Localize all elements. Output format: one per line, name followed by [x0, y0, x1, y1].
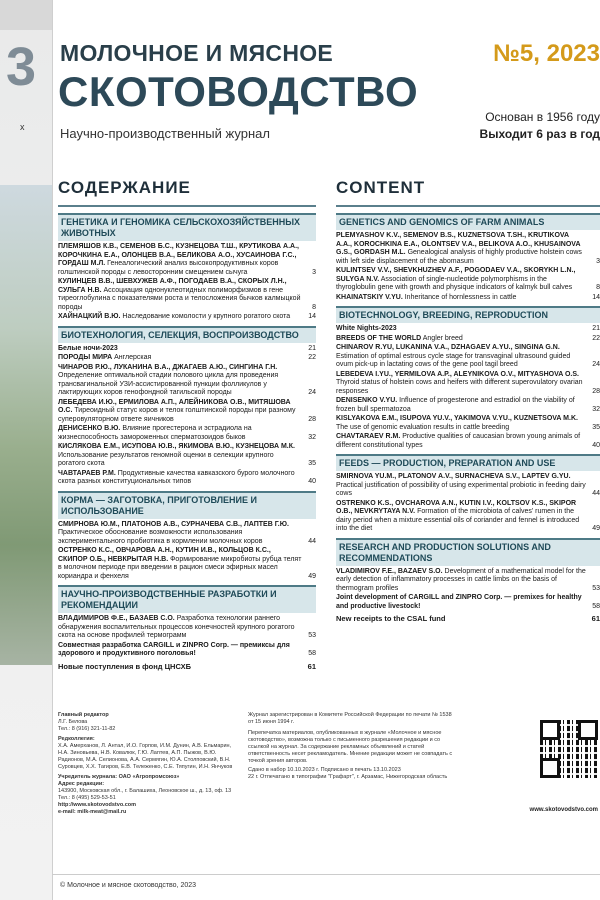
board-label: Редколлегия: — [58, 736, 95, 742]
email-link[interactable]: e-mail: milk-meat@mail.ru — [58, 809, 127, 815]
extra-page: 61 — [307, 661, 316, 671]
toc-entry[interactable] — [336, 371, 600, 397]
entry-authors: VLADIMIROV F.E., BAZAEV S.O. — [336, 567, 443, 575]
entry-page: 14 — [308, 313, 316, 320]
entry-title: Ассоциация однонуклеотидных полиморфизмов в гене тиреоглобулина с показателями роста и телосложения бычков калмыцкой породы — [58, 286, 301, 311]
entry-page: 32 — [308, 433, 316, 441]
entry-authors: ХАЙНАЦКИЙ В.Ю. — [58, 313, 121, 320]
toc-section-heading: RESEARCH AND PRODUCTION SOLUTIONS AND RECOMMENDATIONS — [336, 538, 600, 566]
toc-entry[interactable] — [336, 568, 600, 594]
toc-en-title: CONTENT — [336, 178, 600, 207]
entry-page: 21 — [308, 344, 316, 352]
magazine-spine — [0, 0, 53, 900]
website-link[interactable]: http://www.skotovodstvo.com — [58, 802, 137, 808]
address-label: Адрес редакции: — [58, 781, 105, 787]
entry-title: The use of genomic evaluation results in cattle breeding — [336, 423, 510, 431]
entry-title: Продуктивные качества кавказского бурого молочного скота разных конституциональных типов — [58, 469, 295, 485]
toc-section-heading: БИОТЕХНОЛОГИЯ, СЕЛЕКЦИЯ, ВОСПРОИЗВОДСТВО — [58, 326, 316, 343]
entry-authors: Совместная разработка CARGILL и ZINPRO Corp. — премиксы для здорового и продуктивного поголовья! — [58, 641, 290, 657]
entry-title: Influence of progesterone and estradiol on the viability of frozen bull spermatozoa — [336, 397, 575, 413]
issue-number: №5, 2023 — [493, 40, 600, 67]
toc-entry[interactable] — [336, 415, 600, 432]
founder: Учредитель журнала: ОАО «Агропромсоюз» — [58, 774, 180, 780]
entry-authors: Joint development of CARGILL and ZINPRO Corp. — premixes for healthy and productive livestock! — [336, 594, 582, 610]
entry-page: 3 — [596, 257, 600, 265]
entry-title: Тиреоидный статус коров и телок голштинской породы при разному суперовуляторном ответе яичников — [58, 407, 296, 423]
entry-page: 49 — [592, 525, 600, 532]
reprint-notice: Перепечатка материалов, опубликованных в журнале «Молочное и мясное скотоводство», возможна только с письменного разрешения редакции и со ссылкой на журнал. За содержание рекламных объявлений и статей ответственность несет рекламодатель. Мнение редакции может не совпадать с точкой зрения авторов. — [248, 730, 453, 764]
imprint-editorial — [58, 712, 238, 816]
entry-title: Association of single-nucleotide polymorphisms in the thyroglobulin gene with growth and physique indicators of kalmyk bull calves — [336, 275, 573, 291]
frequency-note: Выходит 6 раз в год — [479, 127, 600, 141]
toc-entry[interactable] — [58, 425, 316, 442]
imprint-legal — [248, 712, 458, 781]
entry-page: 58 — [308, 650, 316, 657]
entry-authors: КИСЛЯКОВА Е.М., ИСУПОВА Ю.В., ЯКИМОВА В.Ю., КУЗНЕЦОВА М.К. — [58, 443, 295, 450]
entry-page: 35 — [308, 460, 316, 467]
entry-authors: KHAINATSKIY V.YU. — [336, 293, 403, 301]
toc-section-heading: ГЕНЕТИКА И ГЕНОМИКА СЕЛЬСКОХОЗЯЙСТВЕННЫХ ЖИВОТНЫХ — [58, 213, 316, 241]
toc-entry[interactable] — [58, 243, 316, 277]
entry-page: 44 — [308, 537, 316, 545]
toc-section-heading: BIOTECHNOLOGY, BREEDING, REPRODUCTION — [336, 306, 600, 323]
entry-title: Formation of the microbiota of calves' rumen in the dairy period when a mixture essential oils of coriander and fennel is introduced into the diet — [336, 508, 580, 532]
editor-phone: Тел.: 8 (916) 321-11-82 — [58, 726, 116, 732]
site-url[interactable]: www.skotovodstvo.com — [529, 807, 598, 813]
toc-entry[interactable] — [58, 313, 316, 322]
toc-entry[interactable] — [58, 642, 316, 659]
toc-russian — [58, 178, 316, 672]
address: 143900, Московская обл., г. Балашиха, Леоновское ш., д. 13, оф. 13 — [58, 788, 232, 794]
toc-en-extra[interactable] — [336, 615, 600, 624]
entry-authors: KISLYAKOVA E.M., ISUPOVA YU.V., YAKIMOVA V.YU., KUZNETSOVA M.K. — [336, 415, 578, 422]
entry-page: 53 — [308, 632, 316, 639]
entry-page: 53 — [592, 584, 600, 592]
entry-authors: ЧИНАРОВ Р.Ю., ЛУКАНИНА В.А., ДЖАГАЕВ А.Ю., СИНГИНА Г.Н. — [58, 363, 278, 371]
qr-code-icon[interactable] — [540, 720, 598, 778]
entry-title: Productive qualities of caucasian brown young animals of different constitutional types — [336, 433, 581, 449]
spine-photo — [0, 185, 52, 665]
entry-authors: DENISENKO V.YU. — [336, 397, 398, 404]
entry-authors: BREEDS OF THE WORLD — [336, 334, 422, 342]
spine-edge — [0, 0, 52, 30]
toc-entry[interactable] — [58, 470, 316, 487]
toc-section-heading: FEEDS — PRODUCTION, PREPARATION AND USE — [336, 454, 600, 471]
entry-page: 24 — [308, 389, 316, 396]
entry-page: 22 — [308, 354, 316, 361]
entry-title: Использование результатов геномной оценки в селекции крупного рогатого скота — [58, 451, 274, 467]
toc-entry[interactable] — [58, 521, 316, 547]
extra-page: 61 — [591, 614, 600, 623]
copyright: © Молочное и мясное скотоводство, 2023 — [60, 882, 197, 889]
entry-authors: КУЛИНЦЕВ В.В., ШЕВХУЖЕВ А.Ф., ПОГОДАЕВ В.А., СКОРЫХ Л.Н., СУЛЬГА Н.В. — [58, 278, 287, 294]
toc-entry[interactable] — [336, 325, 600, 334]
entry-title: Inheritance of hornlessness in cattle — [404, 293, 517, 301]
toc-entry[interactable] — [58, 354, 316, 363]
entry-title: Генеалогический анализ высокопродуктивных коров голштинской породы с левосторонним смещением сычуга — [58, 260, 279, 276]
entry-authors: ПЛЕМЯШОВ К.В., СЕМЕНОВ Б.С., КУЗНЕЦОВА Т.Ш., КРУТИКОВА А.А., КОРОЧКИНА Е.А., ОЛОНЦЕВ В.А., БЕЛИКОВА А.О., ХУСАИНОВА Г.С., ГОРДАШ М.Л. — [58, 243, 300, 267]
toc-entry[interactable] — [336, 433, 600, 450]
extra-text: New receipts to the CSAL fund — [336, 614, 446, 623]
extra-text: Новые поступления в фонд ЦНСХБ — [58, 661, 191, 671]
entry-page: 28 — [592, 387, 600, 395]
toc-entry[interactable] — [336, 500, 600, 534]
toc-entry[interactable] — [58, 615, 316, 641]
toc-entry[interactable] — [58, 345, 316, 354]
entry-authors: ЛЕБЕДЕВА И.Ю., ЕРМИЛОВА А.П., АЛЕЙНИКОВА О.В., МИТЯШОВА О.С. — [58, 398, 291, 414]
entry-page: 44 — [592, 490, 600, 497]
entry-authors: Белые ночи-2023 — [58, 344, 118, 352]
entry-authors: PLEMYASHOV K.V., SEMENOV B.S., KUZNETSOVA T.SH., KRUTIKOVA A.A., KOROCHKINA E.A., OLONTSEV V.A., BELIKOVA A.O., KHUSAINOVA G.S., GORDASH M.L. — [336, 232, 581, 256]
entry-page: 24 — [592, 361, 600, 368]
entry-title: Определение оптимальной стадии полового цикла для проведения трансвагинальной УЗИ-ассистированной пункции фолликулов у лактирующих коров генофондной тагильской породы — [58, 372, 279, 396]
entry-title: Формирование микробиоты рубца телят в молочном периоде при введении в рацион смеси эфирных масел кориандра и фенхеля — [58, 555, 302, 580]
footer-divider — [52, 874, 600, 875]
entry-page: 32 — [592, 405, 600, 413]
printer: 22 г. Отпечатано в типографии "Графарт", г. Арзамас, Нижегородская область — [248, 774, 448, 780]
toc-section-heading: КОРМА — ЗАГОТОВКА, ПРИГОТОВЛЕНИЕ И ИСПОЛЬЗОВАНИЕ — [58, 491, 316, 519]
entry-authors: ВЛАДИМИРОВ Ф.Е., БАЗАЕВ С.О. — [58, 615, 175, 622]
journal-title-main: СКОТОВОДСТВО — [58, 68, 419, 115]
spine-mark: х — [20, 122, 25, 132]
print-dates: Сдано в набор 10.10.2023 г. Подписано в печать 13.10.2023 — [248, 767, 401, 773]
entry-title: Practical justification of possibility of using experimental probiotic in feeding dairy cows — [336, 481, 586, 497]
toc-entry[interactable] — [336, 397, 600, 414]
toc-entry[interactable] — [336, 267, 600, 293]
entry-page: 22 — [592, 334, 600, 342]
toc-entry[interactable] — [58, 278, 316, 312]
entry-title: Angler breed — [422, 334, 463, 342]
qr-finder — [540, 758, 560, 778]
entry-title: Разработка технологии раннего обнаружения воспалительных процессов конечностей крупного рогатого скота на основе профилей термограмм — [58, 615, 295, 639]
journal-page — [52, 0, 600, 900]
entry-page: 21 — [592, 325, 600, 332]
toc-entry[interactable] — [58, 443, 316, 469]
entry-authors: CHINAROV R.YU, LUKANINA V.A., DZHAGAEV A.YU., SINGINA G.N. — [336, 344, 560, 351]
entry-authors: KULINTSEV V.V., SHEVKHUZHEV A.F., POGODAEV V.A., SKORYKH L.N., SULYGA N.V. — [336, 267, 576, 283]
entry-authors: White Nights-2023 — [336, 325, 397, 332]
toc-entry[interactable] — [58, 547, 316, 581]
entry-title: Влияние прогестерона и эстрадиола на жизнеспособность замороженных сперматозоидов быков — [58, 425, 252, 441]
phone: Тел.: 8 (495) 529-53-51 — [58, 795, 116, 801]
entry-page: 3 — [312, 268, 316, 276]
entry-title: Estimation of optimal estrous cycle stage for transvaginal ultrasound guided ovum pick-up in lactating cows of the gene pool tagil breed — [336, 352, 571, 368]
entry-title: Англерская — [114, 354, 152, 361]
board-names: Х.А. Амерханов, Л. Антал, И.О. Горпов, И.М. Дунин, А.В. Ельмарин, Н.А. Зиновьева, Н.В. Ковалюк, Г.Ю. Лаптев, А.П. Пыжов, В.Ю. Радионов, М.А. Селионова, А.А. Сермягин, Ю.А. Столповский, В.Н. Суровцев, Х.Х. Тагиров, Е.В. Тележенко, С.Е. Тяпугин, И.Н. Янчуков — [58, 743, 233, 770]
entry-page: 35 — [592, 423, 600, 431]
toc-ru-title: СОДЕРЖАНИЕ — [58, 178, 316, 207]
toc-entry[interactable] — [58, 364, 316, 398]
editor-name: Л.Г. Белова — [58, 719, 88, 725]
entry-authors: ПОРОДЫ МИРА — [58, 354, 113, 361]
entry-page: 28 — [308, 415, 316, 423]
toc-entry[interactable] — [336, 473, 600, 499]
entry-authors: ОСТРЕНКО К.С., ОВЧАРОВА А.Н., КУТИН И.В., КОЛЬЦОВ К.С., СКИПОР О.Б., НЕВКРЫТАЯ Н.В. — [58, 547, 271, 563]
entry-page: 40 — [592, 441, 600, 449]
entry-page: 8 — [312, 303, 316, 311]
qr-finder — [578, 720, 598, 740]
toc-entry[interactable] — [336, 232, 600, 266]
entry-authors: ЧАВТАРАЕВ Р.М. — [58, 469, 116, 477]
entry-title: Genealogical analysis of highly productive holstein cows with left side displacement of the abomasum — [336, 249, 582, 265]
toc-ru-sections — [58, 213, 316, 659]
registration: Журнал зарегистрирован в Комитете Российской Федерации по печати № 1538 от 15 июня 1994 г. — [248, 712, 452, 725]
toc-entry[interactable] — [336, 344, 600, 370]
editor-label: Главный редактор — [58, 712, 109, 718]
journal-title-top: МОЛОЧНОЕ И МЯСНОЕ — [60, 40, 334, 66]
entry-title: Thyroid status of holstein cows and heifers with different superovulatory ovarian responses — [336, 379, 583, 395]
entry-page: 14 — [592, 293, 600, 301]
entry-title: Практическое обоснование возможности использования экспериментального пробиотика в кормлении молочных коров — [58, 529, 263, 545]
entry-page: 8 — [596, 284, 600, 291]
entry-page: 40 — [308, 478, 316, 485]
entry-authors: SMIRNOVA YU.M., PLATONOV A.V., SURNACHEVA S.V., LAPTEV G.YU. — [336, 473, 571, 480]
founded-note: Основан в 1956 году — [485, 110, 600, 124]
entry-authors: OSTRENKO K.S., OVCHAROVA A.N., KUTIN I.V., KOLTSOV K.S., SKIPOR O.B., NEVKRYTAYA N.V. — [336, 499, 577, 515]
journal-subtitle: Научно-производственный журнал — [60, 126, 270, 141]
toc-section-heading: GENETICS AND GENOMICS OF FARM ANIMALS — [336, 213, 600, 230]
toc-en-sections — [336, 213, 600, 611]
entry-authors: LEBEDEVA I.YU., YERMILOVA A.P., ALEYNIKOVA O.V., MITYASHOVA O.S. — [336, 370, 579, 378]
toc-english — [336, 178, 600, 625]
toc-section-heading: НАУЧНО-ПРОИЗВОДСТВЕННЫЕ РАЗРАБОТКИ И РЕКОМЕНДАЦИИ — [58, 585, 316, 613]
entry-authors: СМИРНОВА Ю.М., ПЛАТОНОВ А.В., СУРНАЧЕВА С.В., ЛАПТЕВ Г.Ю. — [58, 520, 289, 528]
entry-title: Development of a mathematical model for the early detection of inflammatory processes in cattle limbs on the basis of thermogram profiles — [336, 567, 586, 592]
entry-authors: ДЕНИСЕНКО В.Ю. — [58, 425, 121, 432]
entry-page: 58 — [592, 602, 600, 610]
toc-entry[interactable] — [336, 294, 600, 303]
toc-entry[interactable] — [58, 399, 316, 425]
imprint — [58, 712, 598, 872]
qr-finder — [540, 720, 560, 740]
toc-entry[interactable] — [336, 594, 600, 611]
spine-letter: 3 — [6, 37, 37, 97]
entry-title: Наследование комолости у крупного рогатого скота — [122, 313, 291, 320]
entry-authors: CHAVTARAEV R.M. — [336, 433, 401, 440]
toc-ru-extra[interactable] — [58, 663, 316, 672]
toc-entry[interactable] — [336, 335, 600, 344]
entry-page: 49 — [308, 572, 316, 580]
